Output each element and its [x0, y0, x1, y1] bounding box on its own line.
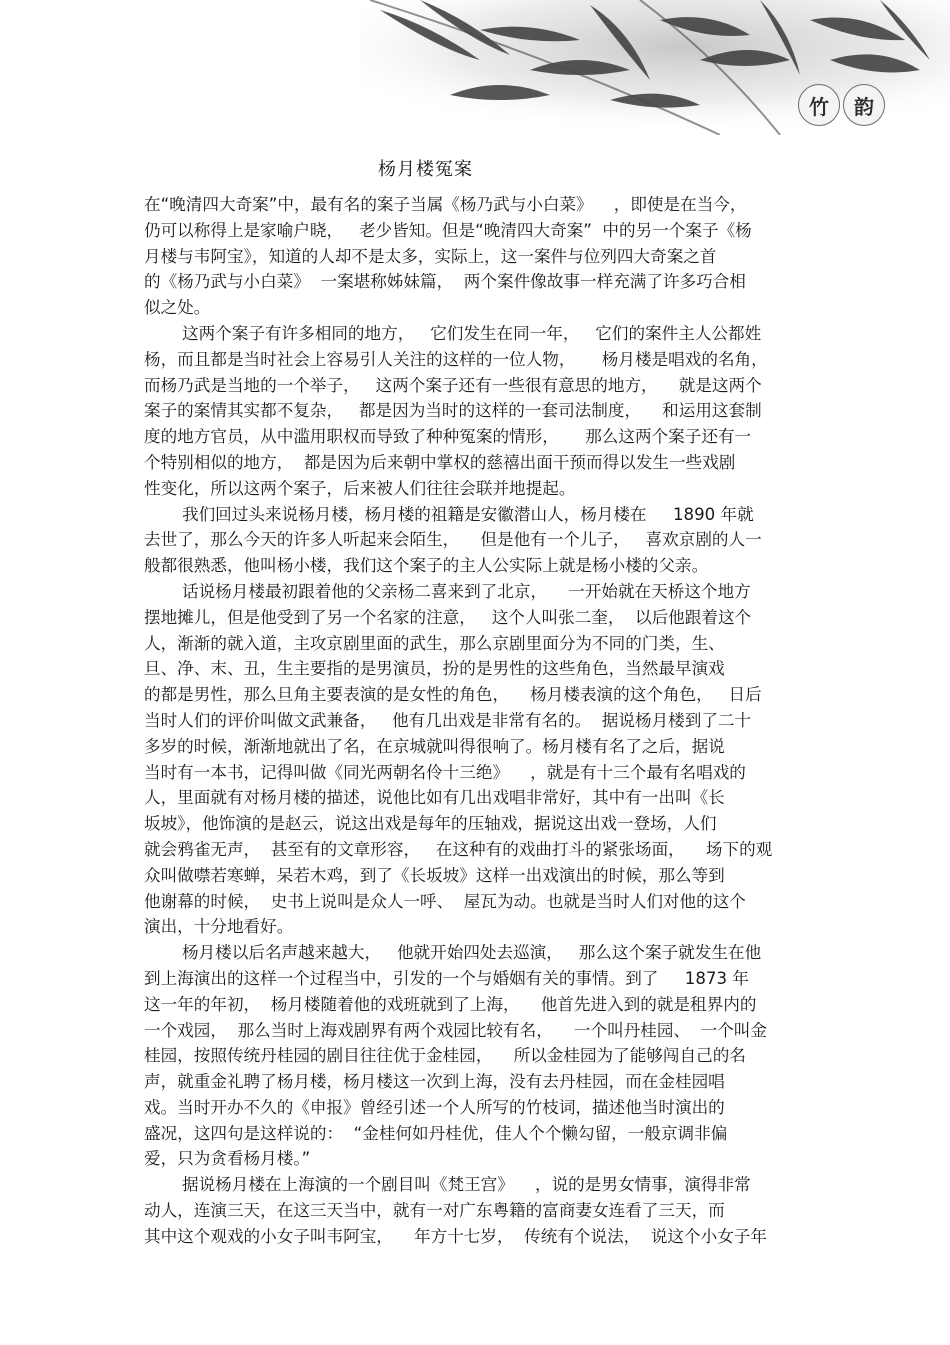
text-line: 其中这个观戏的小女子叫韦阿宝， 年方十七岁， 传统有个说法， 说这个小女子年 [144, 1226, 767, 1246]
text-line: 桂园，按照传统丹桂园的剧目往往优于金桂园， 所以金桂园为了能够闯自己的名 [144, 1046, 746, 1066]
text-line: 坂坡》，他饰演的是赵云，说这出戏是每年的压轴戏，据说这出戏一登场，人们 [144, 814, 717, 834]
text-line: 而杨乃武是当地的一个举子， 这两个案子还有一些很有意思的地方， 就是这两个 [144, 375, 762, 395]
text-line: 据说杨月楼在上海演的一个剧目叫《梵王宫》 ，说的是男女情事，演得非常 [182, 1175, 751, 1195]
seal-bamboo-char: 竹 [798, 84, 840, 126]
text-line: 当时有一本书，记得叫做《同光两朝名伶十三绝》 ，就是有十三个最有名唱戏的 [144, 762, 746, 782]
text-line: 演出，十分地看好。 [144, 917, 294, 937]
text-line: 杨月楼以后名声越来越大， 他就开始四处去巡演， 那么这个案子就发生在他 [182, 943, 762, 963]
text-line: 月楼与韦阿宝》，知道的人却不是太多，实际上，这一案件与位列四大奇案之首 [144, 246, 717, 266]
text-line: 我们回过头来说杨月楼，杨月楼的祖籍是安徽潜山人，杨月楼在 1890 年就 [182, 504, 754, 524]
text-line: 就会鸦雀无声， 甚至有的文章形容， 在这种有的戏曲打斗的紧张场面， 场下的观 [144, 839, 773, 859]
text-line: 去世了，那么今天的许多人听起来会陌生， 但是他有一个儿子， 喜欢京剧的人一 [144, 530, 762, 550]
text-line: 声，就重金礼聘了杨月楼，杨月楼这一次到上海，没有去丹桂园，而在金桂园唱 [144, 1072, 725, 1092]
text-line: 在“晚清四大奇案”中，最有名的案子当属《杨乃武与小白菜》 ，即使是在当今， [144, 195, 747, 214]
text-line: 话说杨月楼最初跟着他的父亲杨二喜来到了北京， 一开始就在天桥这个地方 [182, 581, 751, 601]
text-line: 般都很熟悉，他叫杨小楼，我们这个案子的主人公实际上就是杨小楼的父亲。 [144, 556, 709, 576]
text-line: 性变化，所以这两个案子，后来被人们往往会联并地提起。 [144, 478, 576, 498]
text-line: 旦、净、末、丑，生主要指的是男演员，扮的是男性的这些角色，当然最早演戏 [144, 659, 725, 679]
text-line: 这一年的年初， 杨月楼随着他的戏班就到了上海， 他首先进入到的就是租界内的 [144, 994, 757, 1014]
text-line: 度的地方官员，从中滥用职权而导致了种种冤案的情形， 那么这两个案子还有一 [144, 427, 752, 447]
text-line: 他谢幕的时候， 史书上说叫是众人一呼、 屋瓦为动。也就是当时人们对他的这个 [144, 891, 746, 911]
document-body [144, 192, 808, 1250]
page-title: 杨月楼冤案 [378, 159, 473, 180]
text-line: 一个戏园， 那么当时上海戏剧界有两个戏园比较有名， 一个叫丹桂园、 一个叫金 [144, 1020, 767, 1040]
text-line: 仍可以称得上是家喻户晓， 老少皆知。但是“晚清四大奇案” 中的另一个案子《杨 [144, 220, 752, 240]
text-line: 到上海演出的这样一个过程当中，引发的一个与婚姻有关的事情。到了 1873 年 [144, 968, 749, 988]
text-line: 的《杨乃武与小白菜》 一案堪称姊妹篇， 两个案件像故事一样充满了许多巧合相 [144, 272, 746, 292]
text-line: 个特别相似的地方， 都是因为后来朝中掌权的慈禧出面干预而得以发生一些戏剧 [144, 452, 736, 472]
text-line: 人，里面就有对杨月楼的描述，说他比如有几出戏唱非常好，其中有一出叫《长 [144, 788, 725, 808]
text-line: 杨，而且都是当时社会上容易引人关注的这样的一位人物， 杨月楼是唱戏的名角， [144, 349, 768, 369]
text-line: 案子的案情其实都不复杂， 都是因为当时的这样的一套司法制度， 和运用这套制 [144, 401, 762, 421]
text-line: 盛况，这四句是这样说的： “金桂何如丹桂优，佳人个个懒勾留，一般京调非偏 [144, 1123, 728, 1143]
seal-rhyme-char: 韵 [843, 84, 885, 126]
text-line: 多岁的时候，渐渐地就出了名，在京城就叫得很响了。杨月楼有名了之后，据说 [144, 736, 725, 756]
text-line: 的都是男性，那么旦角主要表演的是女性的角色， 杨月楼表演的这个角色， 日后 [144, 685, 762, 705]
text-line: 戏。当时开办不久的《申报》曾经引述一个人所写的竹枝词，描述他当时演出的 [144, 1097, 725, 1117]
text-line: 人，渐渐的就入道，主攻京剧里面的武生，那么京剧里面分为不同的门类，生、 [144, 633, 725, 653]
text-line: 似之处。 [144, 298, 211, 318]
text-line: 这两个案子有许多相同的地方， 它们发生在同一年， 它们的案件主人公都姓 [182, 323, 762, 343]
text-line: 摆地摊儿，但是他受到了另一个名家的注意， 这个人叫张二奎， 以后他跟着这个 [144, 607, 752, 627]
text-line: 当时人们的评价叫做文武兼备， 他有几出戏是非常有名的。 据说杨月楼到了二十 [144, 710, 752, 730]
text-line: 爱，只为贪看杨月楼。” [144, 1149, 311, 1169]
text-line: 动人，连演三天，在这三天当中，就有一对广东粤籍的富商妻女连看了三天，而 [144, 1201, 725, 1221]
text-line: 众叫做噤若寒蝉，呆若木鸡，到了《长坂坡》这样一出戏演出的时候，那么等到 [144, 865, 725, 885]
